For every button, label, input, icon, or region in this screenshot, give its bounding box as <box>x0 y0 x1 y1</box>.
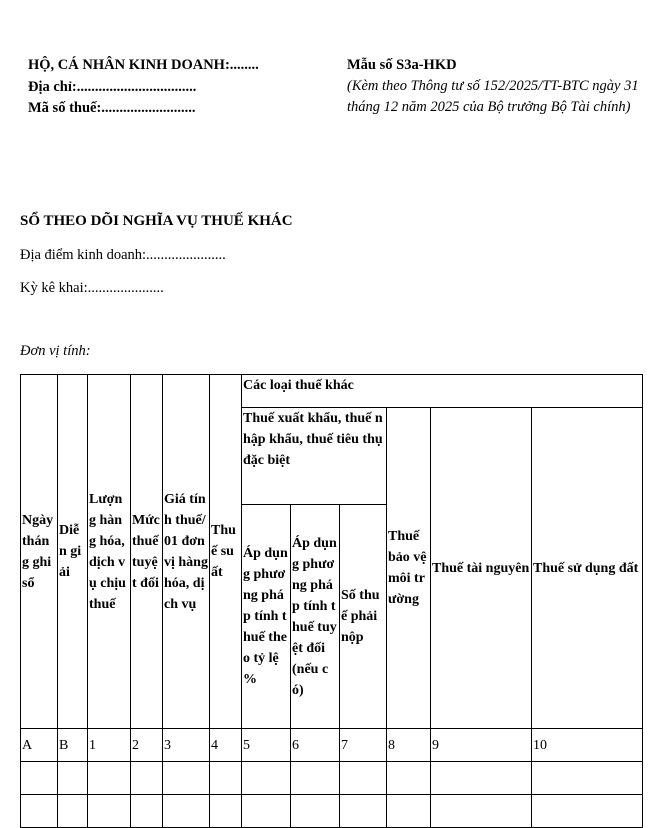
table-cell <box>88 762 131 795</box>
table-cell <box>431 762 532 795</box>
table-cell <box>163 762 210 795</box>
form-number: Mẫu số S3a-HKD <box>347 57 457 73</box>
table-cell <box>340 762 387 795</box>
table-cell <box>242 762 291 795</box>
table-cell <box>21 762 58 795</box>
col-header-quantity: Lượng hàng hóa, dịch vụ chịu thuế <box>88 375 131 729</box>
col-header-absolute-rate: Mức thuế tuyệt đối <box>131 375 163 729</box>
column-index-cell: 8 <box>387 729 431 762</box>
column-index-cell: 7 <box>340 729 387 762</box>
column-index-cell: 1 <box>88 729 131 762</box>
col-header-tax-payable: Số thuế phải nộp <box>340 505 387 729</box>
table-cell <box>210 795 242 828</box>
group-header-other-taxes: Các loại thuế khác <box>242 375 643 408</box>
address-field: Địa chỉ:................................. <box>28 79 197 95</box>
table-cell <box>210 762 242 795</box>
table-cell <box>532 762 643 795</box>
col-header-tax-rate: Thuế suất <box>210 375 242 729</box>
col-header-percentage-method: Áp dụng phương pháp tính thuế theo tỷ lệ % <box>242 505 291 729</box>
col-header-description: Diễn giải <box>58 375 88 729</box>
tax-ledger-table <box>20 374 643 828</box>
table-cell <box>88 795 131 828</box>
col-header-land-use-tax: Thuế sử dụng đất <box>532 408 643 729</box>
column-index-cell: 9 <box>431 729 532 762</box>
col-header-resource-tax: Thuế tài nguyên <box>431 408 532 729</box>
table-cell <box>291 795 340 828</box>
table-row <box>21 795 643 828</box>
declaration-period-field: Kỳ kê khai:..................... <box>20 280 164 296</box>
table-cell <box>387 762 431 795</box>
unit-label: Đơn vị tính: <box>20 343 91 359</box>
table-cell <box>163 795 210 828</box>
column-index-cell: 2 <box>131 729 163 762</box>
legal-basis-note: (Kèm theo Thông tư số 152/2025/TT-BTC ngày 31 tháng 12 năm 2025 của Bộ trưởng Bộ Tài chính) <box>347 78 639 115</box>
table-cell <box>431 795 532 828</box>
table-cell <box>58 762 88 795</box>
table-cell <box>131 795 163 828</box>
column-index-row <box>21 729 643 762</box>
column-index-cell: 3 <box>163 729 210 762</box>
column-index-cell: 10 <box>532 729 643 762</box>
table-cell <box>387 795 431 828</box>
form-reference-block <box>347 55 642 118</box>
col-header-date: Ngày tháng ghi sổ <box>21 375 58 729</box>
table-cell <box>532 795 643 828</box>
table-cell <box>131 762 163 795</box>
table-cell <box>291 762 340 795</box>
table-cell <box>58 795 88 828</box>
business-location-field: Địa điểm kinh doanh:...................... <box>20 247 226 263</box>
table-cell <box>242 795 291 828</box>
column-index-cell: 6 <box>291 729 340 762</box>
table-row <box>21 762 643 795</box>
column-index-cell: B <box>58 729 88 762</box>
column-index-cell: 4 <box>210 729 242 762</box>
col-header-environment-tax: Thuế bảo vệ môi trường <box>387 408 431 729</box>
tax-code-field: Mã số thuế:.......................... <box>28 100 196 116</box>
col-header-absolute-method: Áp dụng phương pháp tính thuế tuyệt đối (nếu có) <box>291 505 340 729</box>
table-cell <box>21 795 58 828</box>
page-title: SỔ THEO DÕI NGHĨA VỤ THUẾ KHÁC <box>20 213 293 229</box>
table-cell <box>340 795 387 828</box>
business-name-field: HỘ, CÁ NHÂN KINH DOANH:........ <box>28 57 259 73</box>
column-index-cell: A <box>21 729 58 762</box>
group-header-import-export-excise: Thuế xuất khẩu, thuế nhập khẩu, thuế tiêu thụ đặc biệt <box>242 408 387 505</box>
col-header-taxable-price: Giá tính thuế/01 đơn vị hàng hóa, dịch vụ <box>163 375 210 729</box>
column-index-cell: 5 <box>242 729 291 762</box>
